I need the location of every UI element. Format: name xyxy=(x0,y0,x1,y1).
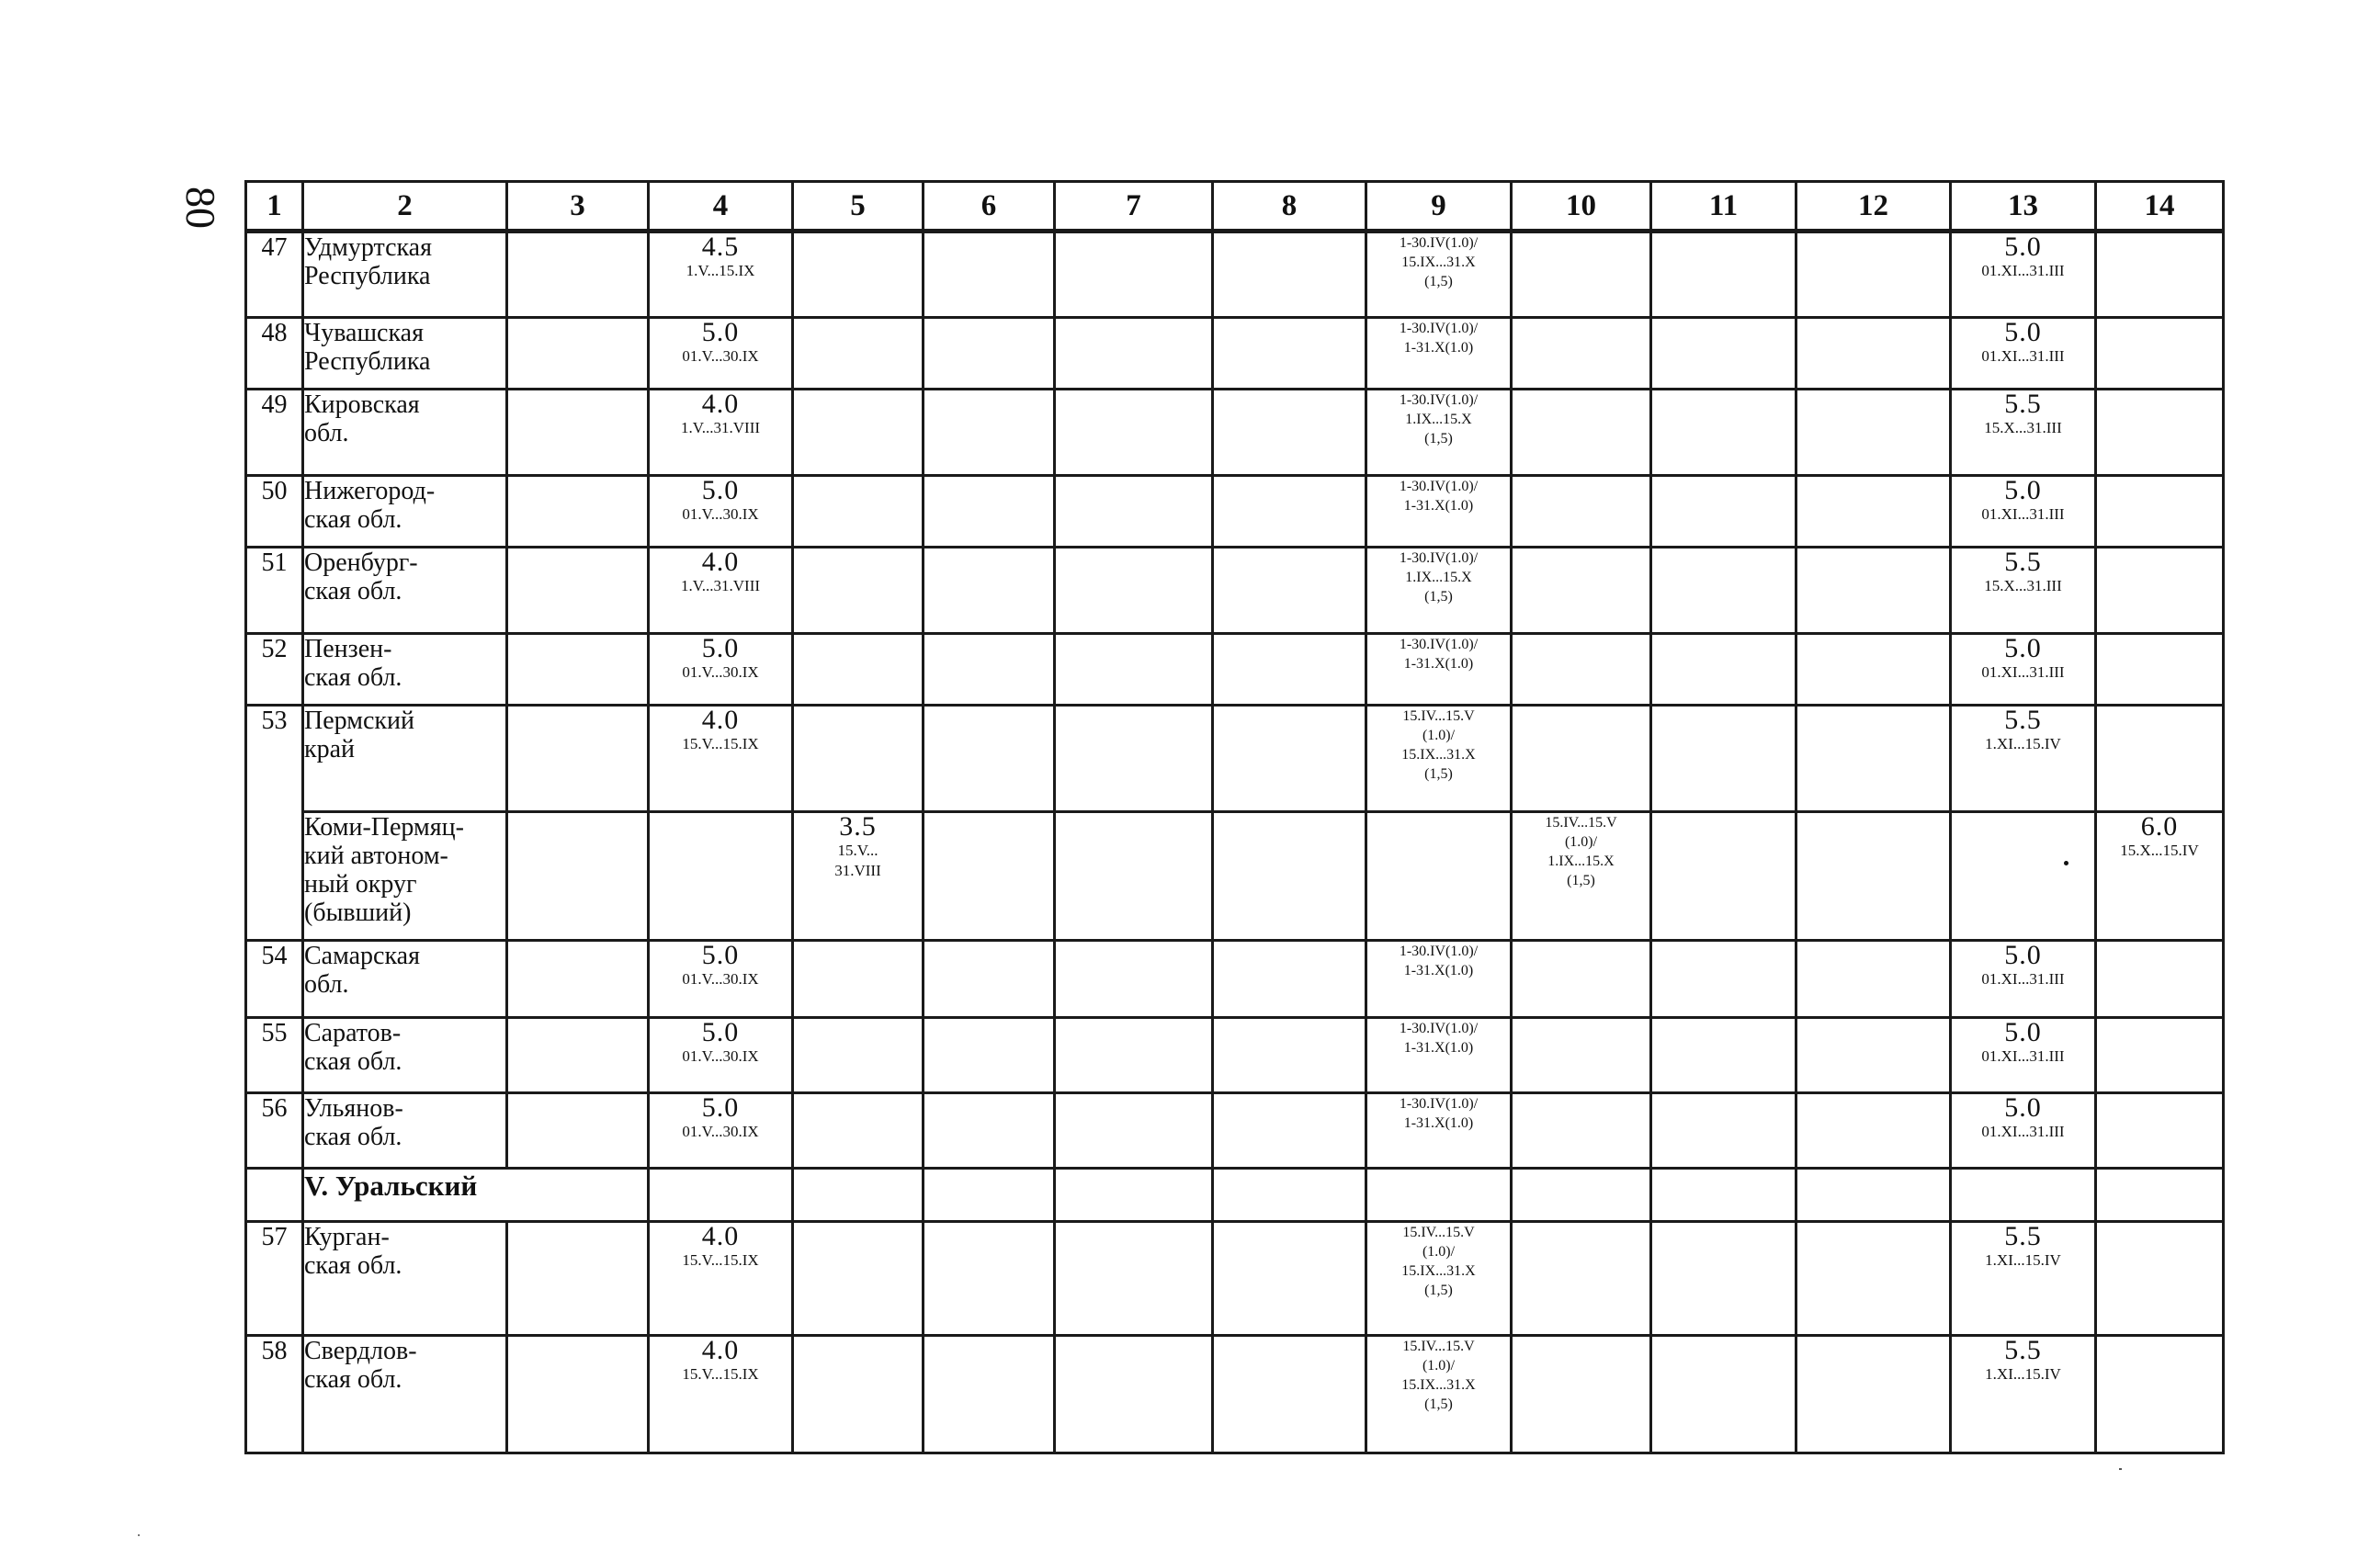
period: 1.V...31.VIII xyxy=(680,419,761,436)
period: 01.V...30.IX xyxy=(682,505,759,523)
period: 15.V...15.IX xyxy=(682,1251,759,1269)
column-header: 9 xyxy=(1366,182,1512,232)
row-number: 47 xyxy=(246,232,303,318)
period: 01.XI...31.III xyxy=(1981,1047,2065,1065)
table-row xyxy=(246,634,2224,706)
period: 15.V... xyxy=(837,842,878,859)
table-row xyxy=(246,812,2224,941)
value: 4.0 xyxy=(701,547,740,577)
header-row xyxy=(246,182,2224,232)
table-row xyxy=(246,390,2224,476)
value: 5.0 xyxy=(701,1092,740,1123)
table-row xyxy=(246,232,2224,318)
value: 5.0 xyxy=(701,1017,740,1047)
column-header: 11 xyxy=(1651,182,1796,232)
period: 01.V...30.IX xyxy=(682,1123,759,1140)
value-cell xyxy=(1951,548,2096,634)
period-note: 1-30.IV(1.0)/ 1-31.X(1.0) xyxy=(1366,1018,1512,1093)
column-header: 5 xyxy=(793,182,924,232)
period-note: 15.IV...15.V (1.0)/ 15.IX...31.X (1,5) xyxy=(1366,1336,1512,1453)
value-cell xyxy=(649,318,793,390)
value-cell xyxy=(1951,1018,2096,1093)
column-header: 14 xyxy=(2096,182,2224,232)
column-header: 2 xyxy=(303,182,507,232)
region-name: Ульянов- ская обл. xyxy=(303,1093,507,1169)
value-cell xyxy=(649,548,793,634)
table-row xyxy=(246,706,2224,812)
region-name: Свердлов- ская обл. xyxy=(303,1336,507,1453)
period-note: 1-30.IV(1.0)/ 1.IX...15.X (1,5) xyxy=(1366,548,1512,634)
value: 4.0 xyxy=(701,389,740,419)
row-number: 48 xyxy=(246,318,303,390)
value: 5.5 xyxy=(2004,705,2042,735)
period-note: 15.IV...15.V (1.0)/ 1.IX...15.X (1,5) xyxy=(1512,812,1651,941)
row-number: 56 xyxy=(246,1093,303,1169)
period: 15.X...31.III xyxy=(1984,419,2062,436)
region-name: Саратов- ская обл. xyxy=(303,1018,507,1093)
value-cell xyxy=(1951,476,2096,548)
value-cell xyxy=(1951,390,2096,476)
value: 5.0 xyxy=(2004,232,2042,262)
climate-table xyxy=(244,180,2225,1454)
value-cell xyxy=(793,812,924,941)
section-row xyxy=(246,1169,2224,1222)
value-cell xyxy=(649,1018,793,1093)
table-row xyxy=(246,476,2224,548)
dot-mark xyxy=(2064,861,2068,865)
section-title: V. Уральский xyxy=(303,1169,649,1222)
column-header: 13 xyxy=(1951,182,2096,232)
row-number: 51 xyxy=(246,548,303,634)
mark-cell xyxy=(1951,812,2096,941)
value-cell xyxy=(649,634,793,706)
value: 5.5 xyxy=(2004,1221,2042,1251)
value: 4.0 xyxy=(701,1335,740,1365)
region-name: Удмуртская Республика xyxy=(303,232,507,318)
period: 15.X...15.IV xyxy=(2120,842,2199,859)
value-cell xyxy=(649,476,793,548)
value-cell xyxy=(649,232,793,318)
region-name: Пензен- ская обл. xyxy=(303,634,507,706)
value: 5.0 xyxy=(701,317,740,347)
value-cell xyxy=(649,1222,793,1336)
value: 5.0 xyxy=(701,940,740,970)
value-cell xyxy=(1951,318,2096,390)
scan-speck xyxy=(2119,1468,2122,1470)
period: 15.V...15.IX xyxy=(682,1365,759,1383)
region-name: Пермский край xyxy=(303,706,507,812)
period: 01.V...30.IX xyxy=(682,663,759,681)
value: 5.5 xyxy=(2004,547,2042,577)
column-header: 12 xyxy=(1796,182,1951,232)
period: 1.V...31.VIII xyxy=(680,577,761,594)
row-number: 57 xyxy=(246,1222,303,1336)
region-name: Самарская обл. xyxy=(303,941,507,1018)
period-note: 15.IV...15.V (1.0)/ 15.IX...31.X (1,5) xyxy=(1366,706,1512,812)
region-name: Курган- ская обл. xyxy=(303,1222,507,1336)
table-row xyxy=(246,1222,2224,1336)
value-cell xyxy=(649,941,793,1018)
period: 1.XI...15.IV xyxy=(1985,1251,2061,1269)
period-note: 15.IV...15.V (1.0)/ 15.IX...31.X (1,5) xyxy=(1366,1222,1512,1336)
column-header: 4 xyxy=(649,182,793,232)
value: 3.5 xyxy=(839,811,877,842)
column-header: 8 xyxy=(1213,182,1366,232)
period: 15.V...15.IX xyxy=(682,735,759,752)
value-cell xyxy=(1951,941,2096,1018)
value-cell xyxy=(1951,232,2096,318)
period: 15.X...31.III xyxy=(1984,577,2062,594)
value: 5.0 xyxy=(2004,1092,2042,1123)
value: 5.0 xyxy=(701,633,740,663)
region-name: Коми-Пермяц- кий автоном- ный округ (бывший) xyxy=(303,812,507,941)
value: 5.0 xyxy=(2004,317,2042,347)
table-row xyxy=(246,318,2224,390)
period-note: 1-30.IV(1.0)/ 1-31.X(1.0) xyxy=(1366,941,1512,1018)
row-number: 52 xyxy=(246,634,303,706)
row-number: 54 xyxy=(246,941,303,1018)
value: 5.5 xyxy=(2004,389,2042,419)
value-cell xyxy=(649,706,793,812)
table-row xyxy=(246,941,2224,1018)
value: 5.0 xyxy=(2004,940,2042,970)
value-cell xyxy=(649,390,793,476)
value: 6.0 xyxy=(2140,811,2179,842)
column-header: 1 xyxy=(246,182,303,232)
column-header: 10 xyxy=(1512,182,1651,232)
value-cell xyxy=(649,1336,793,1453)
column-header: 6 xyxy=(924,182,1055,232)
period: 1.XI...15.IV xyxy=(1985,1365,2061,1383)
column-header: 3 xyxy=(507,182,649,232)
value: 4.0 xyxy=(701,705,740,735)
value-cell xyxy=(1951,1093,2096,1169)
value-cell xyxy=(1951,634,2096,706)
table-row xyxy=(246,1018,2224,1093)
scan-speck xyxy=(138,1534,140,1536)
value: 5.5 xyxy=(2004,1335,2042,1365)
value-cell xyxy=(1951,706,2096,812)
row-number: 50 xyxy=(246,476,303,548)
table-row xyxy=(246,548,2224,634)
value: 5.0 xyxy=(2004,633,2042,663)
value: 5.0 xyxy=(2004,475,2042,505)
period: 31.VIII xyxy=(834,862,881,879)
table-row xyxy=(246,1336,2224,1453)
period: 01.XI...31.III xyxy=(1981,347,2065,365)
value-cell xyxy=(649,1093,793,1169)
value-cell xyxy=(1951,1336,2096,1453)
period: 01.XI...31.III xyxy=(1981,970,2065,988)
period-note: 1-30.IV(1.0)/ 1-31.X(1.0) xyxy=(1366,318,1512,390)
period: 01.XI...31.III xyxy=(1981,663,2065,681)
period: 01.V...30.IX xyxy=(682,1047,759,1065)
period: 01.XI...31.III xyxy=(1981,505,2065,523)
period: 01.V...30.IX xyxy=(682,970,759,988)
value-cell xyxy=(1951,1222,2096,1336)
page-number: 80 xyxy=(177,187,224,229)
table-row xyxy=(246,1093,2224,1169)
period-note: 1-30.IV(1.0)/ 1.IX...15.X (1,5) xyxy=(1366,390,1512,476)
period: 01.XI...31.III xyxy=(1981,1123,2065,1140)
period-note: 1-30.IV(1.0)/ 1-31.X(1.0) xyxy=(1366,476,1512,548)
value: 5.0 xyxy=(2004,1017,2042,1047)
region-name: Нижегород- ская обл. xyxy=(303,476,507,548)
value: 4.5 xyxy=(701,232,740,262)
period: 01.XI...31.III xyxy=(1981,262,2065,279)
period-note: 1-30.IV(1.0)/ 1-31.X(1.0) xyxy=(1366,1093,1512,1169)
region-name: Кировская обл. xyxy=(303,390,507,476)
row-number: 55 xyxy=(246,1018,303,1093)
value: 4.0 xyxy=(701,1221,740,1251)
row-number: 49 xyxy=(246,390,303,476)
column-header: 7 xyxy=(1055,182,1213,232)
period: 1.V...15.IX xyxy=(686,262,755,279)
period-note: 1-30.IV(1.0)/ 15.IX...31.X (1,5) xyxy=(1366,232,1512,318)
region-name: Оренбург- ская обл. xyxy=(303,548,507,634)
value-cell xyxy=(2096,812,2224,941)
value: 5.0 xyxy=(701,475,740,505)
period-note: 1-30.IV(1.0)/ 1-31.X(1.0) xyxy=(1366,634,1512,706)
region-name: Чувашская Республика xyxy=(303,318,507,390)
row-number: 58 xyxy=(246,1336,303,1453)
period: 1.XI...15.IV xyxy=(1985,735,2061,752)
period: 01.V...30.IX xyxy=(682,347,759,365)
row-number: 53 xyxy=(246,706,303,941)
